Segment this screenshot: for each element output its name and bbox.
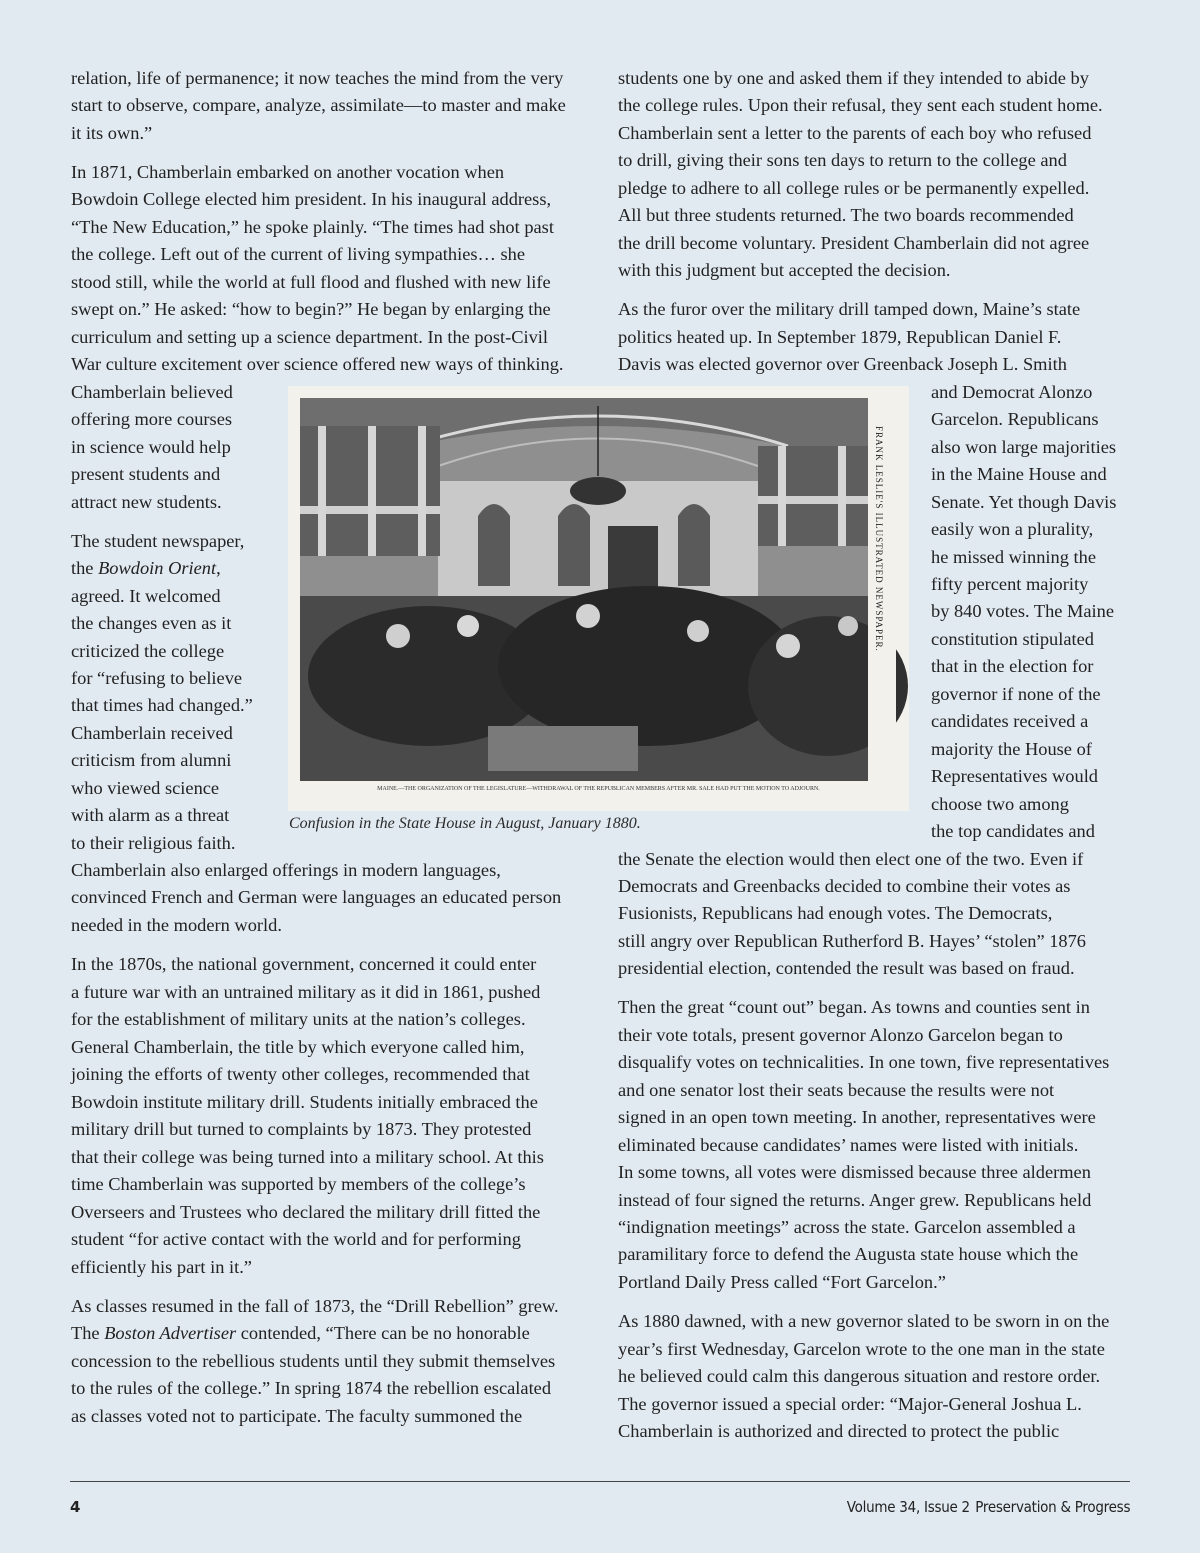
text-line: the Senate the election would then elect one of the two. Even if: [618, 849, 1084, 869]
text-line: students one by one and asked them if they intended to abide by: [618, 68, 1089, 88]
text-line: Fusionists, Republicans had enough votes. The Democrats,: [618, 903, 1053, 923]
text-line: disqualify votes on technicalities. In one town, five representatives: [618, 1052, 1110, 1072]
text-line: pledge to adhere to all college rules or be permanently expelled.: [618, 178, 1090, 198]
text-line: Then the great “count out” began. As towns and counties sent in: [618, 997, 1090, 1017]
text-line: curriculum and setting up a science department. In the post-Civil: [71, 327, 548, 347]
text-line: Democrats and Greenbacks decided to combine their votes as: [618, 876, 1071, 896]
text-line: presidential election, contended the result was based on fraud.: [618, 958, 1075, 978]
text-line: eliminated because candidates’ names were listed with initials.: [618, 1135, 1079, 1155]
text-line: War culture excitement over science offered new ways of thinking.: [71, 354, 564, 374]
text-line: fifty percent majority: [931, 574, 1089, 594]
text-line: with this judgment but accepted the decision.: [618, 260, 951, 280]
text-line: easily won a plurality,: [931, 519, 1094, 539]
text-line: agreed. It welcomed: [71, 586, 221, 606]
text-line: governor if none of the: [931, 684, 1101, 704]
engraving-illustration: [288, 386, 909, 811]
text-run: contended, “There can be no honorable: [236, 1323, 530, 1343]
text-line: stood still, while the world at full flood and flushed with new life: [71, 272, 551, 292]
footer-issue: Volume 34, Issue 2: [846, 1498, 970, 1516]
text-line: “The New Education,” he spoke plainly. “The times had shot past: [71, 217, 554, 237]
text-line: he missed winning the: [931, 547, 1096, 567]
text-line: choose two among: [931, 794, 1069, 814]
text-line: The student newspaper,: [71, 531, 245, 551]
text-run: the: [71, 558, 99, 578]
text-line: candidates received a: [931, 711, 1089, 731]
text-line: Chamberlain received: [71, 723, 233, 743]
text-line: the college. Left out of the current of living sympathies… she: [71, 244, 526, 264]
text-line: the top candidates and: [931, 821, 1095, 841]
text-line: As classes resumed in the fall of 1873, the “Drill Rebellion” grew.: [71, 1296, 559, 1316]
text-line: [71, 555, 221, 583]
text-line: The governor issued a special order: “Major-General Joshua L.: [618, 1394, 1082, 1414]
text-line: in science would help: [71, 437, 231, 457]
text-line: start to observe, compare, analyze, assimilate—to master and make: [71, 95, 566, 115]
text-line: Chamberlain believed: [71, 382, 233, 402]
text-line: Chamberlain also enlarged offerings in modern languages,: [71, 860, 501, 880]
text-line: also won large majorities: [931, 437, 1117, 457]
text-line: and one senator lost their seats because the results were not: [618, 1080, 1055, 1100]
text-run: ,: [216, 558, 221, 578]
text-line: still angry over Republican Rutherford B. Hayes’ “stolen” 1876: [618, 931, 1086, 951]
text-run: The: [71, 1323, 105, 1343]
text-line: criticism from alumni: [71, 750, 232, 770]
text-line: In 1871, Chamberlain embarked on another vocation when: [71, 162, 505, 182]
text-line: the drill become voluntary. President Chamberlain did not agree: [618, 233, 1090, 253]
text-line: Bowdoin institute military drill. Students initially embraced the: [71, 1092, 538, 1112]
text-line: in the Maine House and: [931, 464, 1107, 484]
text-line: “indignation meetings” across the state. Garcelon assembled a: [618, 1217, 1076, 1237]
text-line: majority the House of: [931, 739, 1092, 759]
text-line: with alarm as a threat: [71, 805, 230, 825]
footer-divider: [70, 1481, 1130, 1482]
text-line: In some towns, all votes were dismissed because three aldermen: [618, 1162, 1091, 1182]
text-line: he believed could calm this dangerous situation and restore order.: [618, 1366, 1101, 1386]
text-line: by 840 votes. The Maine: [931, 601, 1115, 621]
text-line: military drill but turned to complaints by 1873. They protested: [71, 1119, 532, 1139]
text-line: [71, 1320, 530, 1348]
text-line: to the rules of the college.” In spring 1874 the rebellion escalated: [71, 1378, 552, 1398]
text-line: time Chamberlain was supported by members of the college’s: [71, 1174, 526, 1194]
newspaper-title: Boston Advertiser: [104, 1323, 237, 1343]
text-line: Portland Daily Press called “Fort Garcelon.”: [618, 1272, 946, 1292]
text-line: who viewed science: [71, 778, 220, 798]
text-line: attract new students.: [71, 492, 222, 512]
text-line: concession to the rebellious students until they submit themselves: [71, 1351, 556, 1371]
text-line: for “refusing to believe: [71, 668, 243, 688]
text-line: swept on.” He asked: “how to begin?” He began by enlarging the: [71, 299, 551, 319]
text-line: for the establishment of military units at the nation’s colleges.: [71, 1009, 526, 1029]
text-line: as classes voted not to participate. The faculty summoned the: [71, 1406, 523, 1426]
text-line: criticized the college: [71, 641, 225, 661]
text-line: that in the election for: [931, 656, 1094, 676]
text-line: needed in the modern world.: [71, 915, 282, 935]
text-line: paramilitary force to defend the Augusta state house which the: [618, 1244, 1079, 1264]
text-line: efficiently his part in it.”: [71, 1257, 252, 1277]
text-line: relation, life of permanence; it now teaches the mind from the very: [71, 68, 564, 88]
text-line: it its own.”: [71, 123, 153, 143]
text-line: that their college was being turned into a military school. At this: [71, 1147, 544, 1167]
text-line: As the furor over the military drill tamped down, Maine’s state: [618, 299, 1081, 319]
figure-caption: Confusion in the State House in August, January 1880.: [289, 815, 641, 832]
text-line: Senate. Yet though Davis: [931, 492, 1117, 512]
text-line: offering more courses: [71, 409, 233, 429]
engraving-side-text: FRANK LESLIE'S ILLUSTRATED NEWSPAPER.: [874, 426, 884, 652]
text-line: As 1880 dawned, with a new governor slated to be sworn in on the: [618, 1311, 1110, 1331]
engraving-figure: [288, 386, 909, 811]
text-line: and Democrat Alonzo: [931, 382, 1093, 402]
text-line: signed in an open town meeting. In another, representatives were: [618, 1107, 1096, 1127]
text-line: joining the efforts of twenty other colleges, recommended that: [71, 1064, 530, 1084]
newspaper-title: Bowdoin Orient: [98, 558, 217, 578]
text-line: Davis was elected governor over Greenback Joseph L. Smith: [618, 354, 1067, 374]
text-line: Bowdoin College elected him president. In his inaugural address,: [71, 189, 552, 209]
text-line: Representatives would: [931, 766, 1099, 786]
text-line: their vote totals, present governor Alonzo Garcelon began to: [618, 1025, 1063, 1045]
text-line: that times had changed.”: [71, 695, 253, 715]
text-line: Chamberlain sent a letter to the parents of each boy who refused: [618, 123, 1092, 143]
text-line: instead of four signed the returns. Anger grew. Republicans held: [618, 1190, 1092, 1210]
text-line: Overseers and Trustees who declared the military drill fitted the: [71, 1202, 541, 1222]
text-line: Garcelon. Republicans: [931, 409, 1099, 429]
engraving-bottom-text: MAINE.—THE ORGANIZATION OF THE LEGISLATURE—WITHDRAWAL OF THE REPUBLICAN MEMBERS AFTER MR. SALE HAD PUT THE MOTION TO ADJOURN.: [377, 786, 820, 792]
text-line: convinced French and German were languages an educated person: [71, 887, 562, 907]
text-line: the changes even as it: [71, 613, 232, 633]
text-line: to their religious faith.: [71, 833, 236, 853]
text-line: politics heated up. In September 1879, Republican Daniel F.: [618, 327, 1062, 347]
text-line: year’s first Wednesday, Garcelon wrote to the one man in the state: [618, 1339, 1105, 1359]
text-line: Chamberlain is authorized and directed to protect the public: [618, 1421, 1060, 1441]
text-line: to drill, giving their sons ten days to return to the college and: [618, 150, 1067, 170]
text-line: In the 1870s, the national government, concerned it could enter: [71, 954, 537, 974]
footer-publication: Preservation & Progress: [975, 1498, 1130, 1516]
text-line: a future war with an untrained military as it did in 1861, pushed: [71, 982, 541, 1002]
text-line: General Chamberlain, the title by which everyone called him,: [71, 1037, 525, 1057]
text-line: the college rules. Upon their refusal, they sent each student home.: [618, 95, 1103, 115]
page-number: 4: [70, 1498, 81, 1516]
text-line: constitution stipulated: [931, 629, 1094, 649]
text-line: student “for active contact with the world and for performing: [71, 1229, 521, 1249]
text-line: All but three students returned. The two boards recommended: [618, 205, 1074, 225]
text-line: present students and: [71, 464, 221, 484]
